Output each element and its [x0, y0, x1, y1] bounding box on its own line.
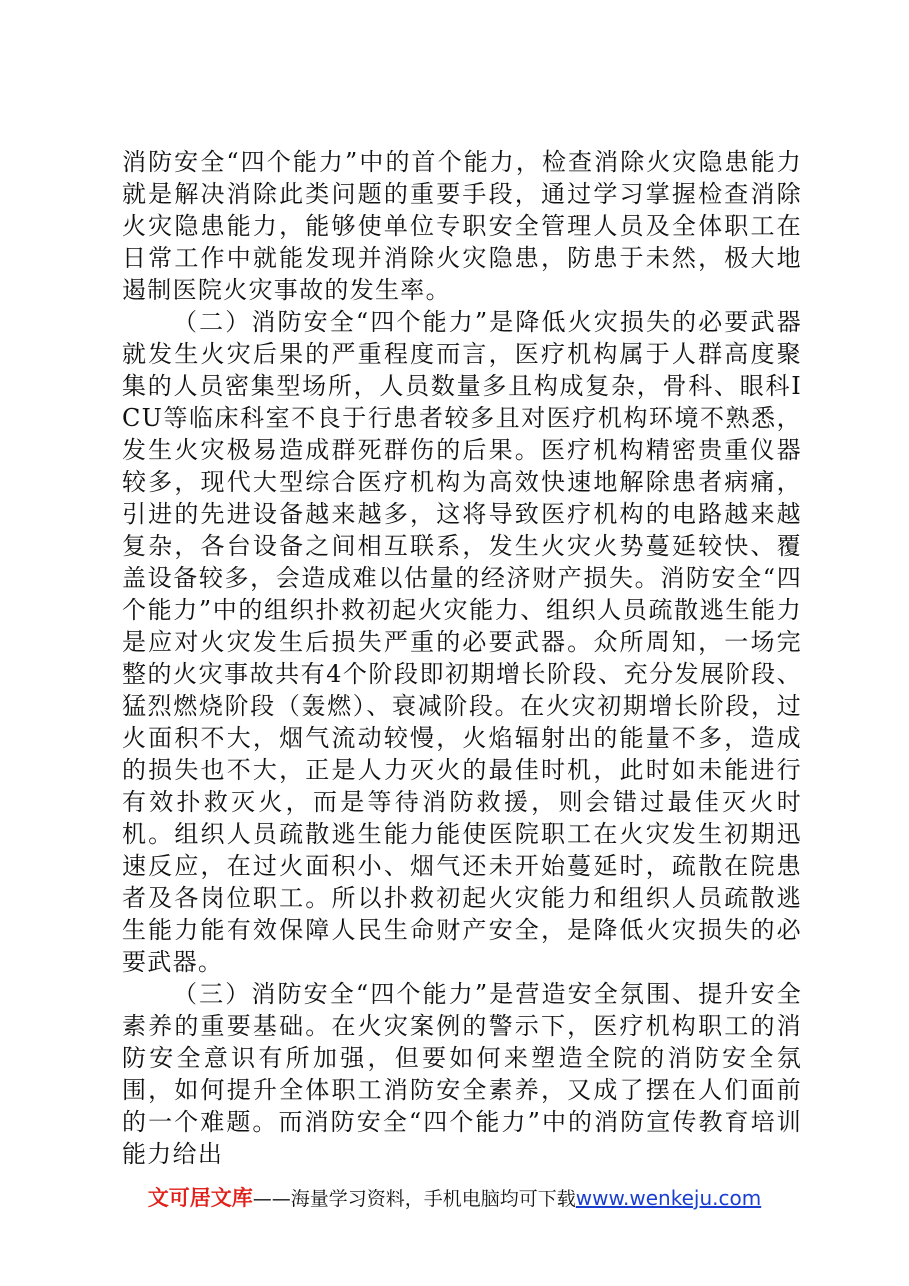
footer-banner — [0, 1182, 909, 1212]
footer-brand: 文可居文库 — [147, 1186, 253, 1210]
paragraph-3: （三）消防安全“四个能力”是营造安全氛围、提升安全素养的重要基础。在火灾案例的警示下，医疗机构职工的消防安全意识有所加强，但要如何来塑造全院的消防安全氛围，如何提升全体职工消防安全素养，又成了摆在人们面前的一个难题。而消防安全“四个能力”中的消防宣传教育培训能力给出 — [122, 980, 802, 1168]
paragraph-2: （二）消防安全“四个能力”是降低火灾损失的必要武器就发生火灾后果的严重程度而言，医疗机构属于人群高度聚集的人员密集型场所，人员数量多且构成复杂，骨科、眼科ICU等临床科室不良于行患者较多且对医疗机构环境不熟悉，发生火灾极易造成群死群伤的后果。医疗机构精密贵重仪器较多，现代大型综合医疗机构为高效快速地解除患者病痛，引进的先进设备越来越多，这将导致医疗机构的电路越来越复杂，各台设备之间相互联系，发生火灾火势蔓延较快、覆盖设备较多，会造成难以估量的经济财产损失。消防安全“四个能力”中的组织扑救初起火灾能力、组织人员疏散逃生能力是应对火灾发生后损失严重的必要武器。众所周知，一场完整的火灾事故共有4个阶段即初期增长阶段、充分发展阶段、猛烈燃烧阶段（轰燃）、衰减阶段。在火灾初期增长阶段，过火面积不大，烟气流动较慢，火焰辐射出的能量不多，造成的损失也不大，正是人力灭火的最佳时机，此时如未能进行有效扑救灭火，而是等待消防救援，则会错过最佳灭火时机。组织人员疏散逃生能力能使医院职工在火灾发生初期迅速反应，在过火面积小、烟气还未开始蔓延时，疏散在院患者及各岗位职工。所以扑救初起火灾能力和组织人员疏散逃生能力能有效保障人民生命财产安全，是降低火灾损失的必要武器。 — [122, 308, 802, 976]
document-body — [122, 146, 802, 1170]
paragraph-1: 消防安全“四个能力”中的首个能力，检查消除火灾隐患能力就是解决消除此类问题的重要手段，通过学习掌握检查消除火灾隐患能力，能够使单位专职安全管理人员及全体职工在日常工作中就能发现并消除火灾隐患，防患于未然，极大地遏制医院火灾事故的发生率。 — [122, 148, 802, 304]
footer-site-link[interactable]: www.wenkeju.com — [575, 1186, 762, 1210]
footer-tagline: ——海量学习资料，手机电脑均可下载 — [252, 1188, 576, 1210]
